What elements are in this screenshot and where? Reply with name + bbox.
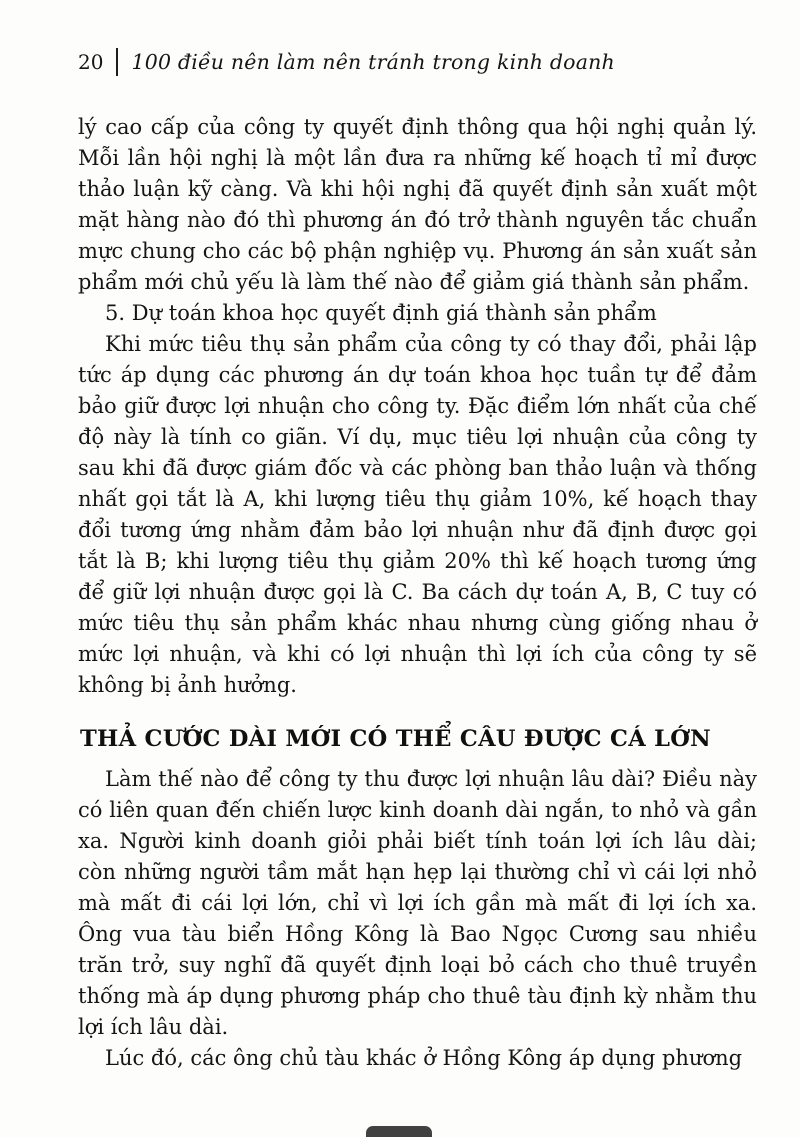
paragraph-truncated-last-line: Lúc đó, các ông chủ tàu khác ở Hồng Kông áp dụng phương [105, 1046, 743, 1070]
paragraph-long-term-profit: Làm thế nào để công ty thu được lợi nhuận lâu dài? Điều này có liên quan đến chiến lược kinh doanh dài ngắn, to nhỏ và gần xa. Người kinh doanh giỏi phải biết tính toán lợi ích lâu dài; còn những người tầm mắt hạn hẹp lại thường chỉ vì cái lợi nhỏ mà mất đi cái lợi lớn, chỉ vì lợi ích gần mà mất đi lợi ích xa. Ông vua tàu biển Hồng Kông là Bao Ngọc Cương sau nhiều trăn trở, suy nghĩ đã quyết định loại bỏ cách cho thuê truyền thống mà áp dụng phương pháp cho thuê tàu định kỳ nhằm thu lợi ích lâu dài. [78, 767, 757, 1039]
numbered-item-5: 5. Dự toán khoa học quyết định giá thành sản phẩm [105, 301, 657, 325]
page-body [78, 112, 757, 1074]
paragraph-cost-estimation: Khi mức tiêu thụ sản phẩm của công ty có thay đổi, phải lập tức áp dụng các phương án dự toán khoa học tuần tự để đảm bảo giữ được lợi nhuận cho công ty. Đặc điểm lớn nhất của chế độ này là tính co giãn. Ví dụ, mục tiêu lợi nhuận của công ty sau khi đã được giám đốc và các phòng ban thảo luận và thống nhất gọi tắt là A, khi lượng tiêu thụ giảm 10%, kế hoạch thay đổi tương ứng nhằm đảm bảo lợi nhuận như đã định được gọi tắt là B; khi lượng tiêu thụ giảm 20% thì kế hoạch tương ứng để giữ lợi nhuận được gọi là C. Ba cách dự toán A, B, C tuy có mức tiêu thụ sản phẩm khác nhau nhưng cùng giống nhau ở mức lợi nhuận, và khi có lợi nhuận thì lợi ích của công ty sẽ không bị ảnh hưởng. [78, 332, 757, 697]
page-header [78, 48, 757, 76]
page-number: 20 [78, 50, 104, 74]
section-heading: THẢ CƯỚC DÀI MỚI CÓ THỂ CÂU ĐƯỢC CÁ LỚN [80, 726, 712, 752]
header-divider [116, 48, 118, 76]
scan-artifact [366, 1126, 432, 1137]
book-title: 100 điều nên làm nên tránh trong kinh doanh [131, 50, 615, 74]
paragraph-continuation: lý cao cấp của công ty quyết định thông qua hội nghị quản lý. Mỗi lần hội nghị là một lần đưa ra những kế hoạch tỉ mỉ được thảo luận kỹ càng. Và khi hội nghị đã quyết định sản xuất một mặt hàng nào đó thì phương án đó trở thành nguyên tắc chuẩn mực chung cho các bộ phận nghiệp vụ. Phương án sản xuất sản phẩm mới chủ yếu là làm thế nào để giảm giá thành sản phẩm. [78, 115, 757, 294]
